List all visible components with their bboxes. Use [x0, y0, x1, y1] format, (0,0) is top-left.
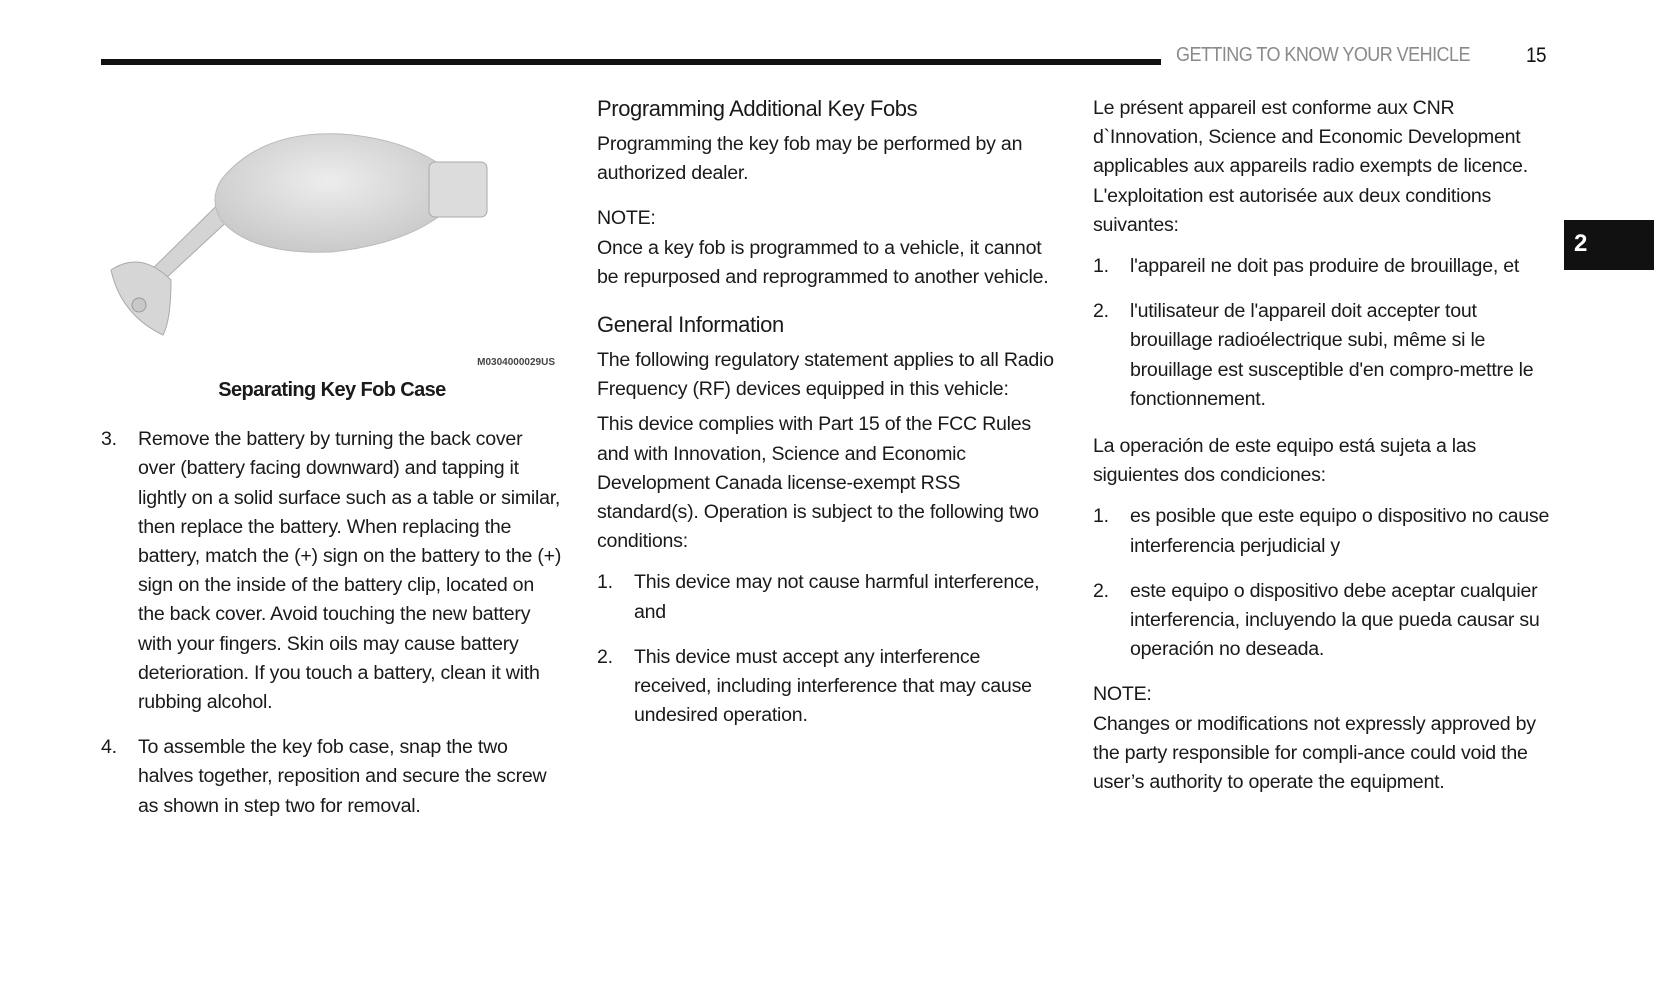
item-text: This device may not cause harmful interference, and	[634, 571, 1040, 623]
item-text: Remove the battery by turning the back cover over (battery facing downward) and tapping it lightly on a solid surface such as a table or similar, then replace the battery. When replacing the battery, match the (+) sign on the battery to the (+) sign on the inside of the battery clip, located on the back cover. Avoid touching the new battery with your fingers. Skin oils may cause battery deterioration. If you touch a battery, clean it with rubbing alcohol.	[138, 428, 562, 714]
chapter-tab[interactable]: 2	[1564, 220, 1654, 270]
list-item	[1093, 502, 1555, 560]
section-title: GETTING TO KNOW YOUR VEHICLE	[1176, 44, 1470, 66]
column-3	[1093, 94, 1555, 803]
item-text: l'appareil ne doit pas produire de brouillage, et	[1130, 255, 1520, 278]
list-item	[1093, 577, 1555, 665]
list-item	[1093, 297, 1555, 414]
note-text: Changes or modifications not expressly approved by the party responsible for compli-ance could void the user’s authority to operate the equipment.	[1093, 712, 1536, 794]
heading-general-info: General Information	[597, 312, 784, 338]
item-text: l'utilisateur de l'appareil doit accepter tout brouillage radioélectrique subi, même si le brouillage est susceptible d'en compro-mettre le fonctionnement.	[1130, 300, 1534, 410]
steps-list	[101, 425, 563, 821]
list-item	[597, 568, 1059, 626]
paragraph: This device complies with Part 15 of the FCC Rules and with Innovation, Science and Economic Development Canada license-exempt RSS standard(s). Operation is subject to the following two conditions:	[597, 413, 1039, 553]
paragraph: The following regulatory statement applies to all Radio Frequency (RF) devices equipped in this vehicle:	[597, 349, 1054, 401]
item-number: 1.	[597, 571, 613, 594]
column-1	[101, 120, 563, 837]
french-conditions-list	[1093, 252, 1555, 414]
heading-programming: Programming Additional Key Fobs	[597, 96, 918, 121]
list-item	[597, 643, 1059, 731]
item-number: 2.	[597, 645, 613, 668]
paragraph-spanish: La operación de este equipo está sujeta a las siguientes dos condiciones:	[1093, 435, 1477, 487]
key-fob-figure	[101, 120, 563, 370]
item-text: es posible que este equipo o dispositivo no cause interferencia perjudicial y	[1130, 505, 1550, 557]
figure-id: M0304000029US	[477, 357, 555, 368]
item-text: este equipo o dispositivo debe aceptar cualquier interferencia, incluyendo la que pueda causar su operación no deseada.	[1130, 579, 1540, 661]
item-number: 3.	[101, 428, 117, 451]
item-text: To assemble the key fob case, snap the two halves together, reposition and secure the screw as shown in step two for removal.	[138, 736, 547, 817]
spanish-conditions-list	[1093, 502, 1555, 664]
paragraph: Programming the key fob may be performed by an authorized dealer.	[597, 133, 1023, 185]
page-number: 15	[1526, 44, 1546, 67]
item-number: 2.	[1093, 579, 1109, 602]
column-2	[597, 94, 1059, 746]
paragraph-french: Le présent appareil est conforme aux CNR d`Innovation, Science and Economic Development applicables aux appareils radio exempts de licence. L'exploitation est autorisée aux deux conditions suivantes:	[1093, 97, 1528, 236]
conditions-list	[597, 568, 1059, 730]
note-text: Once a key fob is programmed to a vehicle, it cannot be repurposed and reprogrammed to another vehicle.	[597, 236, 1049, 288]
figure-caption: Separating Key Fob Case	[218, 379, 446, 401]
item-number: 1.	[1093, 255, 1109, 278]
note-label: NOTE:	[1093, 683, 1152, 706]
item-text: This device must accept any interference received, including interference that may cause undesired operation.	[634, 645, 1032, 727]
list-item	[1093, 252, 1555, 281]
list-item	[101, 425, 563, 717]
note-label: NOTE:	[597, 207, 656, 230]
item-number: 1.	[1093, 505, 1109, 528]
item-number: 4.	[101, 736, 117, 759]
list-item	[101, 733, 563, 821]
key-fob-illustration	[101, 120, 563, 350]
header-rule	[101, 59, 1161, 65]
item-number: 2.	[1093, 300, 1109, 323]
